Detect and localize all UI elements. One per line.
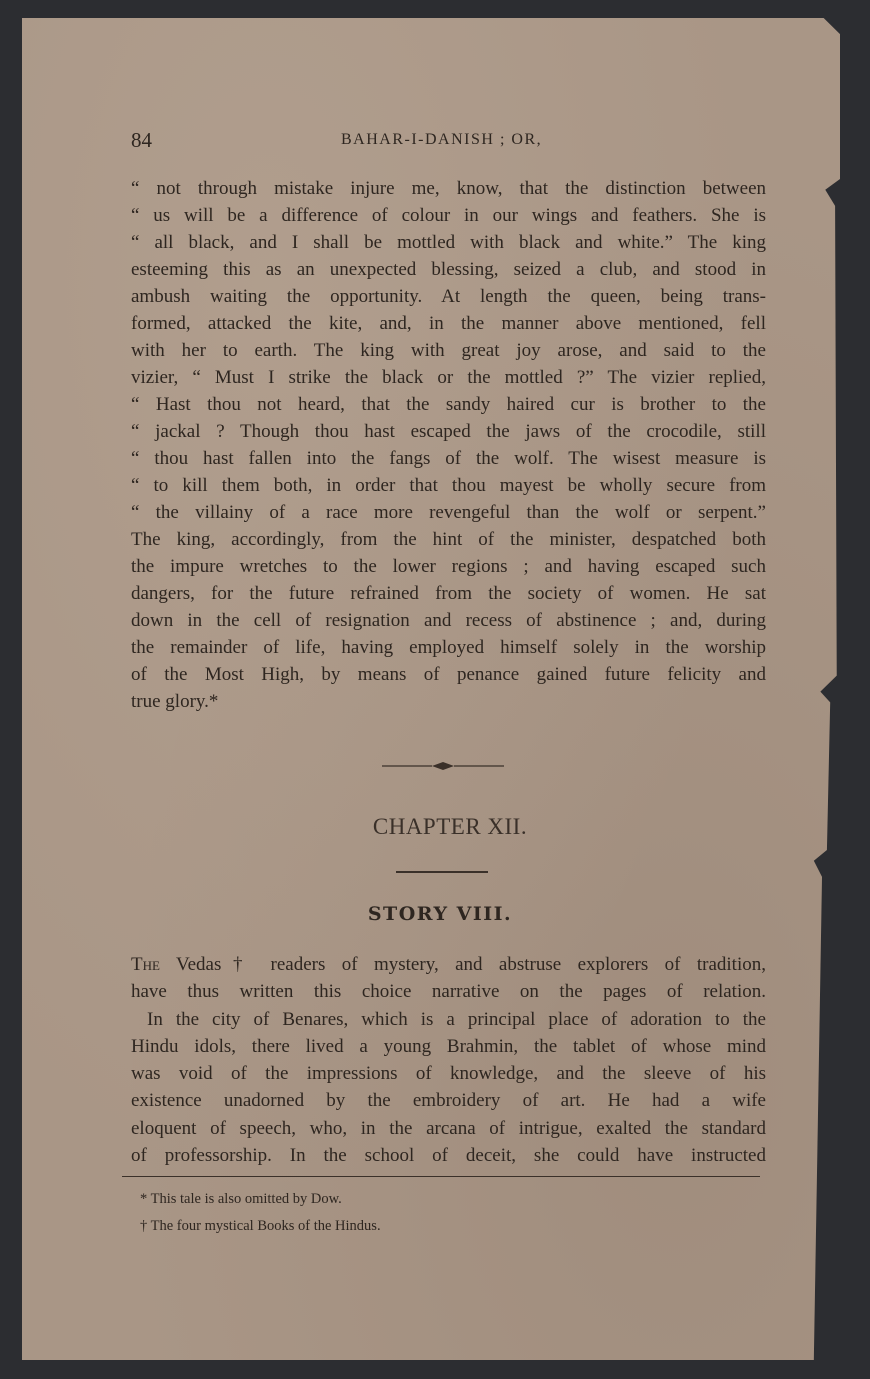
chapter-heading: CHAPTER XII. — [372, 814, 528, 839]
body-paragraph — [131, 175, 766, 715]
text-line: of the Most High, by means of penance gained future felicity and — [131, 664, 766, 685]
text-line: ambush waiting the opportunity. At length the queen, being trans- — [131, 286, 766, 307]
text-line: “ the villainy of a race more revengeful than the wolf or serpent.” — [131, 502, 766, 523]
text-line: have thus written this choice narrative on the pages of relation. — [131, 981, 766, 1003]
text-line: “ us will be a difference of colour in our wings and feathers. She is — [131, 205, 766, 226]
running-head: BAHAR-I-DANISH ; OR, — [341, 131, 543, 148]
text-line: the impure wretches to the lower regions ; and having escaped such — [131, 556, 766, 577]
text-line — [131, 951, 766, 978]
story-paragraph — [131, 951, 766, 1169]
text-line: true glory.* — [131, 691, 219, 712]
footnote-rule — [122, 1176, 760, 1177]
text-line: existence unadorned by the embroidery of art. He had a wife — [131, 1090, 766, 1112]
text-line: eloquent of speech, who, in the arcana of intrigue, exalted the standard — [131, 1117, 766, 1139]
text-line: the remainder of life, having employed himself solely in the worship — [131, 637, 766, 658]
text-line: The king, accordingly, from the hint of the minister, despatched both — [131, 529, 766, 550]
text-line: with her to earth. The king with great joy arose, and said to the — [131, 340, 766, 361]
text-line: dangers, for the future refrained from the society of women. He sat — [131, 583, 766, 604]
text-line: In the city of Benares, which is a principal place of adoration to the — [147, 1008, 766, 1030]
text-line: esteeming this as an unexpected blessing, seized a club, and stood in — [131, 259, 766, 280]
chapter-rule — [396, 871, 488, 873]
text-line: “ thou hast fallen into the fangs of the wolf. The wisest measure is — [131, 448, 766, 469]
footnote: † The four mystical Books of the Hindus. — [140, 1218, 381, 1234]
footnote: * This tale is also omitted by Dow. — [140, 1191, 342, 1207]
page-header — [131, 128, 561, 154]
text-line: “ to kill them both, in order that thou mayest be wholly secure from — [131, 475, 766, 496]
text-line: formed, attacked the kite, and, in the manner above mentioned, fell — [131, 313, 766, 334]
footnotes — [140, 1186, 740, 1240]
text-line: “ not through mistake injure me, know, that the distinction between — [131, 178, 766, 199]
text-line: of professorship. In the school of deceit, she could have instructed — [131, 1145, 766, 1167]
section-divider-ornament — [382, 756, 504, 776]
text-line: down in the cell of resignation and recess of abstinence ; and, during — [131, 610, 766, 631]
text-line: was void of the impressions of knowledge, and the sleeve of his — [131, 1063, 766, 1085]
drop-word: The — [131, 954, 160, 975]
story-heading: STORY VIII. — [367, 903, 513, 925]
text-line: vizier, “ Must I strike the black or the mottled ?” The vizier replied, — [131, 367, 766, 388]
text-line: Hindu idols, there lived a young Brahmin, the tablet of whose mind — [131, 1035, 766, 1057]
text-line: “ jackal ? Though thou hast escaped the jaws of the crocodile, still — [131, 421, 766, 442]
page-number: 84 — [131, 128, 152, 152]
first-line-rest: Vedas† readers of mystery, and abstruse explorers of tradition, — [159, 954, 766, 975]
text-line: “ Hast thou not heard, that the sandy haired cur is brother to the — [131, 394, 766, 415]
text-line: “ all black, and I shall be mottled with black and white.” The king — [131, 232, 766, 253]
